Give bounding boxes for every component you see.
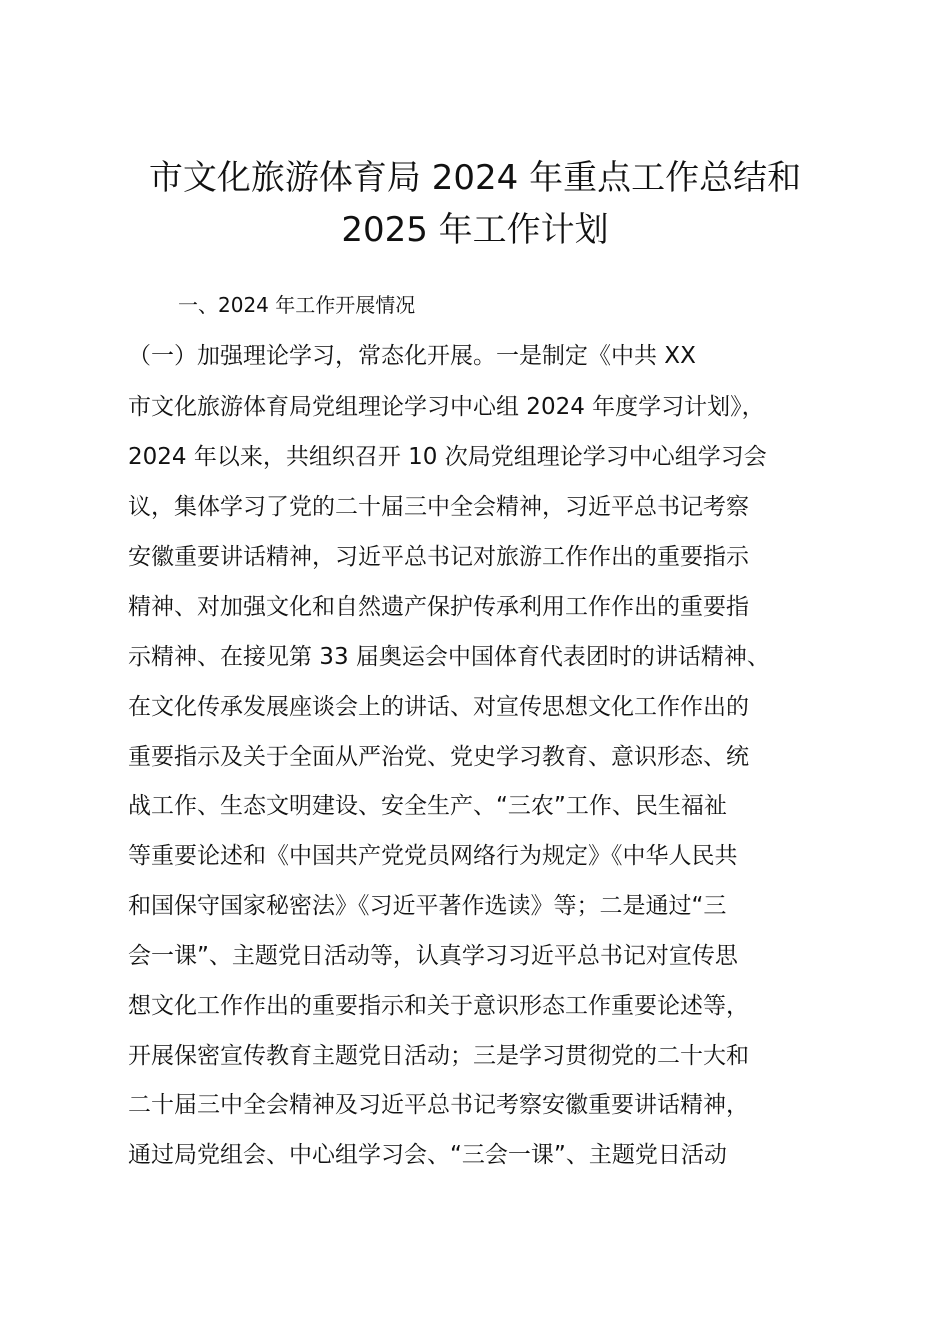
paragraph-line: 2024 年以来，共组织召开 10 次局党组理论学习中心组学习会	[128, 444, 767, 470]
paragraph-line: 等重要论述和《中国共产党党员网络行为规定》《中华人民共	[128, 843, 738, 869]
paragraph-line: 精神、对加强文化和自然遗产保护传承利用工作作出的重要指	[128, 594, 749, 620]
paragraph-line: 在文化传承发展座谈会上的讲话、对宣传思想文化工作作出的	[128, 694, 749, 720]
paragraph-line: 通过局党组会、中心组学习会、“三会一课”、主题党日活动	[128, 1142, 727, 1168]
paragraph-line: 二十届三中全会精神及习近平总书记考察安徽重要讲话精神，	[128, 1092, 749, 1118]
document-title-line-1: 市文化旅游体育局 2024 年重点工作总结和	[148, 158, 802, 198]
paragraph-line: 议，集体学习了党的二十届三中全会精神，习近平总书记考察	[128, 494, 749, 520]
paragraph-line: 示精神、在接见第 33 届奥运会中国体育代表团时的讲话精神、	[128, 644, 770, 670]
paragraph-line: 会一课”、主题党日活动等，认真学习习近平总书记对宣传思	[128, 943, 738, 969]
paragraph-line: 重要指示及关于全面从严治党、党史学习教育、意识形态、统	[128, 744, 749, 770]
paragraph-line: 想文化工作作出的重要指示和关于意识形态工作重要论述等，	[128, 993, 749, 1019]
paragraph-line: 战工作、生态文明建设、安全生产、“三农”工作、民生福祉	[128, 793, 727, 819]
paragraph-line: 和国保守国家秘密法》《习近平著作选读》等；二是通过“三	[128, 893, 727, 919]
paragraph-line: （一）加强理论学习，常态化开展。一是制定《中共 XX	[128, 343, 696, 369]
paragraph-line: 安徽重要讲话精神，习近平总书记对旅游工作作出的重要指示	[128, 544, 749, 570]
document-title-line-2: 2025 年工作计划	[341, 210, 609, 250]
paragraph-line: 市文化旅游体育局党组理论学习中心组 2024 年度学习计划》，	[128, 394, 765, 420]
section-heading: 一、2024 年工作开展情况	[178, 293, 416, 317]
paragraph-line: 开展保密宣传教育主题党日活动；三是学习贯彻党的二十大和	[128, 1043, 749, 1069]
